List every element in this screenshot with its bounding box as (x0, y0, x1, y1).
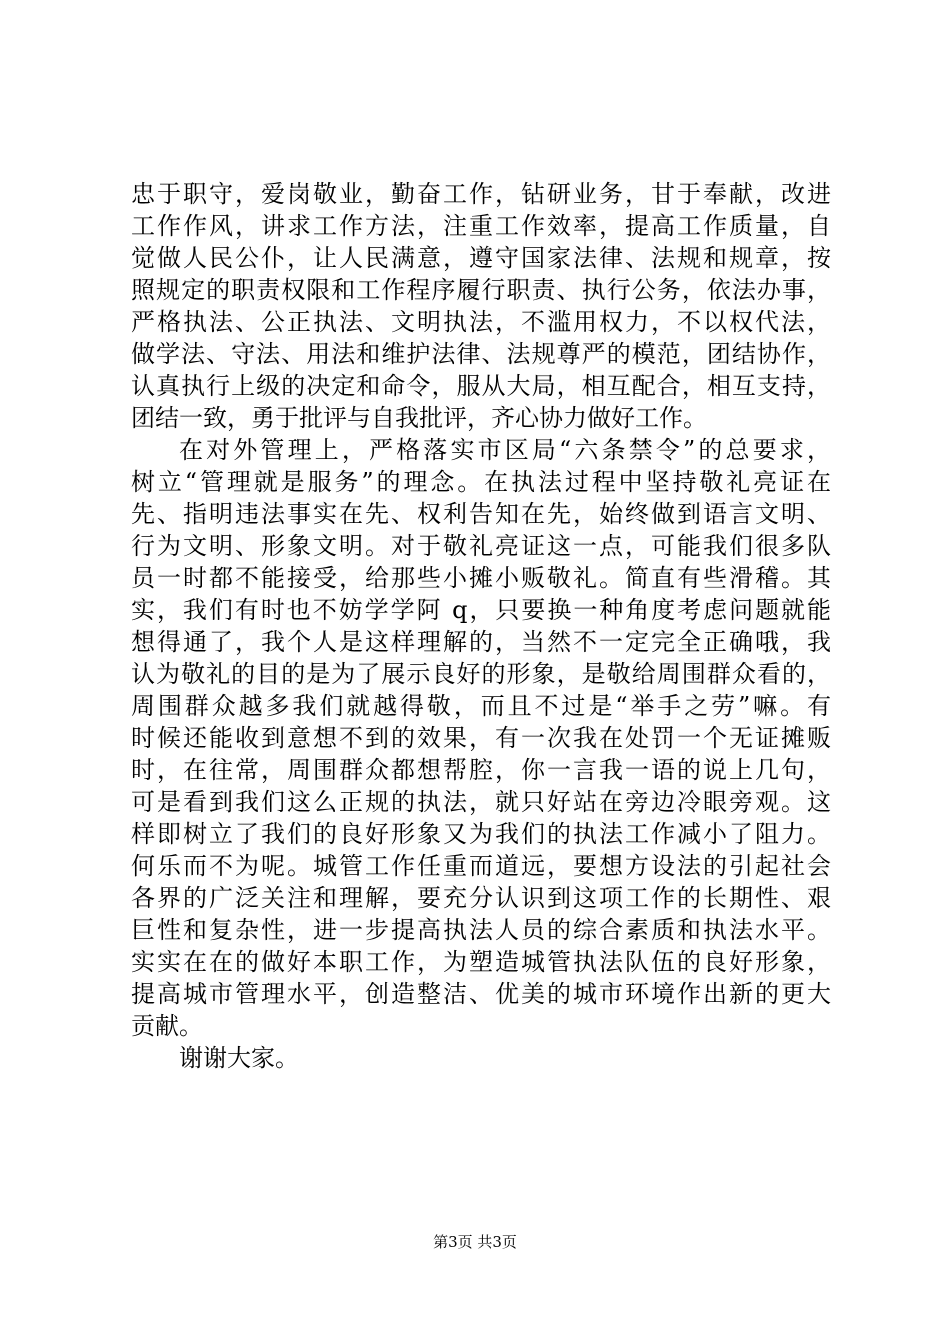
body-line: 想得通了，我个人是这样理解的，当然不一定完全正确哦，我 (131, 628, 831, 656)
body-line: 巨性和复杂性，进一步提高执法人员的综合素质和执法水平。 (131, 916, 831, 944)
body-line: 时，在往常，周围群众都想帮腔，你一言我一语的说上几句， (131, 756, 831, 784)
body-line: 照规定的职责权限和工作程序履行职责、执行公务，依法办事， (131, 276, 831, 304)
body-line: 做学法、守法、用法和维护法律、法规尊严的模范，团结协作， (131, 340, 831, 368)
page-footer: 第3页 共3页 (433, 1233, 517, 1251)
body-line: 树立“管理就是服务”的理念。在执法过程中坚持敬礼亮证在 (131, 468, 831, 496)
body-line: 何乐而不为呢。城管工作任重而道远，要想方设法的引起社会 (131, 852, 831, 880)
body-line: 在对外管理上，严格落实市区局“六条禁令”的总要求， (179, 436, 831, 464)
body-line: 实实在在的做好本职工作，为塑造城管执法队伍的良好形象， (131, 948, 831, 976)
body-line: 觉做人民公仆，让人民满意，遵守国家法律、法规和规章，按 (131, 244, 831, 272)
body-line: 实，我们有时也不妨学学阿 q，只要换一种角度考虑问题就能 (131, 596, 831, 624)
body-line: 周围群众越多我们就越得敬，而且不过是“举手之劳”嘛。有 (131, 692, 831, 720)
body-line: 认真执行上级的决定和命令，服从大局，相互配合，相互支持， (131, 372, 831, 400)
body-line: 行为文明、形象文明。对于敬礼亮证这一点，可能我们很多队 (131, 532, 831, 560)
body-line: 严格执法、公正执法、文明执法，不滥用权力，不以权代法， (131, 308, 831, 336)
body-line: 各界的广泛关注和理解，要充分认识到这项工作的长期性、艰 (131, 884, 831, 912)
closing-line: 谢谢大家。 (179, 1044, 299, 1072)
document-body (131, 178, 831, 1074)
body-line: 忠于职守，爱岗敬业，勤奋工作，钻研业务，甘于奉献，改进 (131, 180, 831, 208)
body-line: 样即树立了我们的良好形象又为我们的执法工作减小了阻力。 (131, 820, 831, 848)
body-line: 贡献。 (131, 1012, 203, 1040)
body-line: 员一时都不能接受，给那些小摊小贩敬礼。简直有些滑稽。其 (131, 564, 831, 592)
body-line: 认为敬礼的目的是为了展示良好的形象，是敬给周围群众看的， (131, 660, 831, 688)
body-line: 团结一致，勇于批评与自我批评，齐心协力做好工作。 (131, 404, 707, 432)
body-line: 提高城市管理水平，创造整洁、优美的城市环境作出新的更大 (131, 980, 831, 1008)
body-line: 时候还能收到意想不到的效果，有一次我在处罚一个无证摊贩 (131, 724, 831, 752)
body-line: 先、指明违法事实在先、权利告知在先，始终做到语言文明、 (131, 500, 831, 528)
body-line: 可是看到我们这么正规的执法，就只好站在旁边冷眼旁观。这 (131, 788, 831, 816)
body-line: 工作作风，讲求工作方法，注重工作效率，提高工作质量，自 (131, 212, 831, 240)
